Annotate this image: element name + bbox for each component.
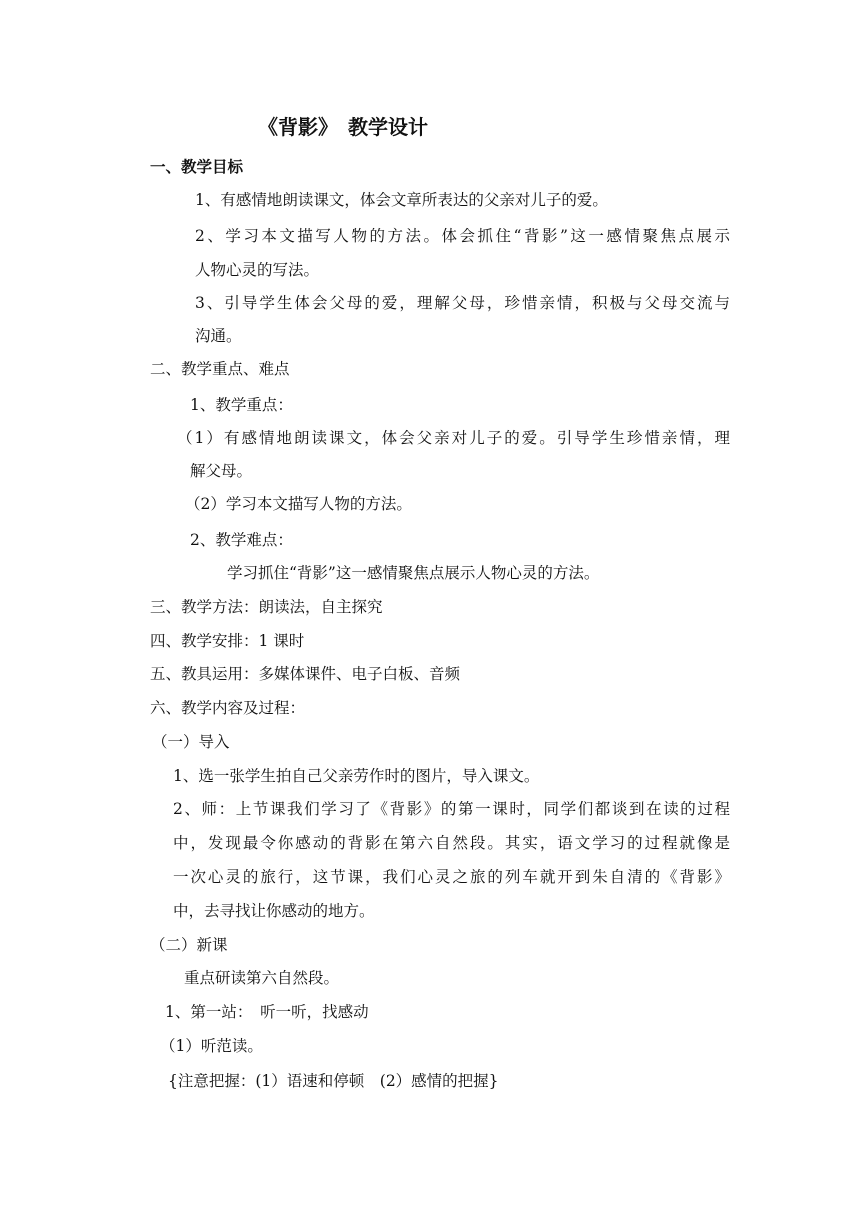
section-heading-key-points: 二、教学重点、难点 bbox=[150, 360, 290, 378]
part-new-lesson-heading: （二）新课 bbox=[150, 936, 228, 954]
difficulty-heading: 2、教学难点： bbox=[190, 531, 293, 549]
section-process: 六、教学内容及过程： bbox=[150, 699, 306, 717]
part-intro-heading: （一）导入 bbox=[152, 733, 230, 751]
key-point-1-line2: 解父母。 bbox=[190, 462, 253, 480]
doc-title: 《背影》 教学设计 bbox=[258, 115, 428, 139]
intro-step-2-line3: 一次心灵的旅行，这节课，我们心灵之旅的列车就开到朱自清的《背影》 bbox=[173, 868, 730, 886]
objective-1: 1、有感情地朗读课文，体会文章所表达的父亲对儿子的爱。 bbox=[195, 191, 608, 209]
difficulty-1: 学习抓住“背影”这一感情聚焦点展示人物心灵的方法。 bbox=[227, 564, 600, 582]
intro-step-2-line2: 中，发现最令你感动的背影在第六自然段。其实，语文学习的过程就像是 bbox=[173, 834, 730, 852]
objective-2-line2: 人物心灵的写法。 bbox=[195, 261, 320, 279]
section-heading-objectives: 一、教学目标 bbox=[150, 158, 244, 176]
listen-step: （1）听范读。 bbox=[160, 1037, 263, 1055]
attention-note: {注意把握：(1）语速和停顿 (2）感情的把握} bbox=[168, 1072, 499, 1090]
objective-2-line1: 2、学习本文描写人物的方法。体会抓住“背影”这一感情聚焦点展示 bbox=[195, 227, 730, 245]
intro-step-2-line4: 中，去寻找让你感动的地方。 bbox=[173, 902, 375, 920]
key-point-2: （2）学习本文描写人物的方法。 bbox=[185, 495, 412, 513]
key-points-heading: 1、教学重点： bbox=[190, 396, 293, 414]
focus-paragraph: 重点研读第六自然段。 bbox=[184, 969, 340, 987]
intro-step-2-line1: 2、师：上节课我们学习了《背影》的第一课时，同学们都谈到在读的过程 bbox=[173, 800, 730, 818]
objective-3-line1: 3、引导学生体会父母的爱，理解父母，珍惜亲情，积极与父母交流与 bbox=[195, 294, 730, 312]
section-methods: 三、教学方法：朗读法，自主探究 bbox=[150, 598, 383, 616]
intro-step-1: 1、选一张学生拍自己父亲劳作时的图片，导入课文。 bbox=[173, 767, 540, 785]
key-point-1-line1: （1）有感情地朗读课文，体会父亲对儿子的爱。引导学生珍惜亲情，理 bbox=[177, 429, 730, 447]
station-1: 1、第一站： 听一听，找感动 bbox=[165, 1003, 369, 1021]
objective-3-line2: 沟通。 bbox=[195, 327, 242, 345]
section-schedule: 四、教学安排：1 课时 bbox=[150, 632, 305, 650]
section-tools: 五、教具运用：多媒体课件、电子白板、音频 bbox=[150, 665, 461, 683]
